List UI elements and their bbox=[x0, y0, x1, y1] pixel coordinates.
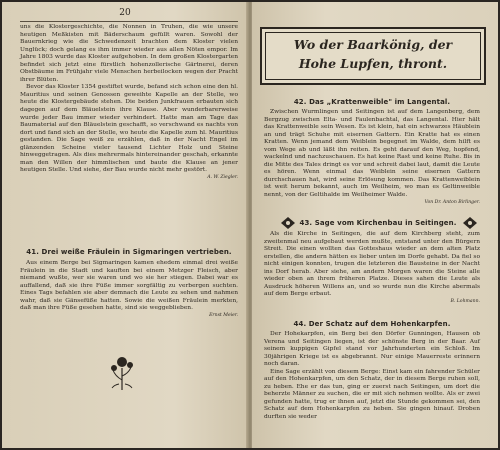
source-credit: B. Lohmann. bbox=[450, 298, 480, 304]
section-text bbox=[264, 109, 480, 206]
section-ornament-icon bbox=[462, 216, 478, 230]
source-credit: Von Dr. Anton Birlinger. bbox=[424, 199, 480, 205]
intro-paragraph: uns die Klostergeschichte, die Nonnen in Truhen, die wie unsere heutigen Meßkisten mit Bäderschaum gefüllt waren. Sowohl der Bauernkrieg wie die Schwedenzeit brachten dem Kloster vielen Unglück; doch gelang es ihm immer wieder aus allen Nöten empor. Im Jahre 1803 wurde das Kloster aufgehoben. In dem großen Klostergarten befindet sich jetzt eine fürstlich hohenzollerische Gärtnerei, deren Obstbäume im Frühjahr viele Menschen herbeilocken wegen der Pracht ihrer Blüten. bbox=[20, 24, 238, 83]
section-title: 42. Das „Krattenweible" im Langental. bbox=[293, 98, 451, 106]
section-title: 44. Der Schatz auf dem Hohenkarpfen. bbox=[293, 320, 451, 328]
chapter-title-line1: Wo der Baarkönig, der bbox=[293, 37, 453, 52]
section-paragraph: Als die Kirche in Seitingen, die auf dem Kirchberg steht, zum zweitenmal neu aufgebaut werden mußte, entstand unter den Bürgern Streit. Die einen wollten das Gotteshaus wieder an dem alten Platz erstellen, die andern hätten es lieber unten im Dorfe gehabt. Da fiel so nicht einigen konnten, trugen die letzteren die Bausteine in der Nacht ins Dorf herab. Aber siehe, am andern Morgen waren die Steine alle wieder oben an ihrem früheren Platze. Dieses sahen die Leute als Ausdruck höheren Willens an, und so wurde nun die Kirche abermals auf dem Berge erbaut. bbox=[264, 231, 480, 298]
left-page bbox=[2, 2, 248, 448]
chapter-header-box bbox=[260, 27, 486, 85]
section-paragraph: Aus einem Berge bei Sigmaringen kamen ehedem einmal drei weiße Fräulein in die Stadt und kauften bei einem Metzger Fleisch, aber niemand wußte, wer sie waren und wo sie her stiegen. Dabei war es auffallend, daß sie ihre Füße immer sorgfältig zu verbergen suchten. Eines Tags befahlen sie aber demnach die Leute zu sehen und nahmen wahr, daß sie Gänsefüße hatten. Sowie die weißen Fräulein merkten, daß man ihre Füße gesehen hatte, sind sie weggeblieben. bbox=[20, 260, 238, 312]
header-rule bbox=[20, 21, 238, 22]
section-paragraph: Eine Sage erzählt von diesem Berge: Einst kam ein fahrender Schüler auf den Hohenkarpfen, um den Schatz, der in diesem Berge ruhen soll, zu heben. Ehe er das tun, ging er zuerst nach Seitingen, um dort die beherzte Männer zu suchen, die er mit sich nehmen wollte. Als er zwei gefunden hatte, trug er ihnen auf, jetzt die Stunde gekommen sei, den Schatz auf dem Hohenkarpfen zu heben. Sie gingen hinauf. Droben durften sie weder bbox=[264, 368, 480, 421]
source-credit: A. W. Ziegler. bbox=[207, 174, 238, 180]
section-text bbox=[264, 331, 480, 422]
section-text bbox=[20, 260, 238, 319]
flower-ornament-icon bbox=[110, 354, 134, 390]
section-text bbox=[264, 231, 480, 305]
section-title: 41. Drei weiße Fräulein in Sigmaringen vertrieben. bbox=[26, 248, 232, 256]
chapter-title-line2: Hohe Lupfen, thront. bbox=[298, 56, 448, 71]
source-credit: Ernst Meier. bbox=[209, 312, 238, 318]
intro-paragraph: Bevor das Kloster 1354 gestiftet wurde, befand sich schon eine den hl. Mauritius und seinen Genossen geweihte Kapelle an der Stelle, wo heute die Klostergebäude stehen. Die beiden Junkfrauen erbauten sich dagegen auf dem Bläuelstein ihre Klause. Aber wunderbarerweise wurde jeder Bau immer wieder verhindert. Hatte man am Tage das Baumaterial auf den Bläuelstein geschafft, so verschwand es nachts von dort und fand sich an der Stelle, wo heute die Kapelle zum hl. Mauritius gestanden. Die Sage weiß zu erzählen, daß in der Nacht Engel im glänzenden Scheine vieler tausend Lichter Holz und Steine hinweggetragen. Als dies mehrermals hintereinander geschah, erkannte man den Willen der himmlischen und baute die Klause an jener heutigen Stelle. Und siehe, der Bau wurde nicht mehr gestört. bbox=[20, 84, 238, 174]
section-title: 43. Sage vom Kirchenbau in Seitingen. bbox=[299, 219, 457, 227]
book-spread bbox=[2, 2, 498, 448]
section-ornament-icon bbox=[280, 216, 296, 230]
section-paragraph: Zwischen Wurmlingen und Seitingen ist auf dem Langenberg, dem Bergzug zwischen Elta- und Faulenbachtal, das Langental. Hier hält das Krattenweible sein Wesen. Es ist klein, hat ein schwarzes Häublein an und trägt Schuhe mit eisernen Gattern. Ein Kratte hat es einen Kratten. Wenn jemand dem Weiblein begegnet im Walde, dem hilft es vom Wege ab und läßt ihn reiten. Es geht darauf den Weg, hopfend, wackelnd und nachzuschauen. Es hat keine Rast und keine Ruhe. Bis in die Mitte des Tales dringt es vor und schreit dabei laut, damit die Leute es hören. Wenn einmal das Weiblein seine eisernen Gattern durchschauen hat, wird seine Erlösung kommen. Das Krattenweiblein ist weit herum bekannt, auch im Weilheim, wo man es Geltinweible nennt, von der Geltihalde im Weilheimer Walde. bbox=[264, 109, 480, 199]
intro-text bbox=[20, 24, 238, 181]
section-paragraph: Der Hohekarpfen, ein Berg bei den Dörfer Gunningen, Hausen ob Verena und Seitingen liegen, ist der schönste Berg in der Baar. Auf seinem kuppigen Gipfel stand vor Jahrhunderten ein Schloß. Im 30jährigen Kriege ist es abgebrannt. Nur einige Mauerreste erinnern noch daran. bbox=[264, 331, 480, 368]
page-number: 20 bbox=[119, 8, 131, 18]
